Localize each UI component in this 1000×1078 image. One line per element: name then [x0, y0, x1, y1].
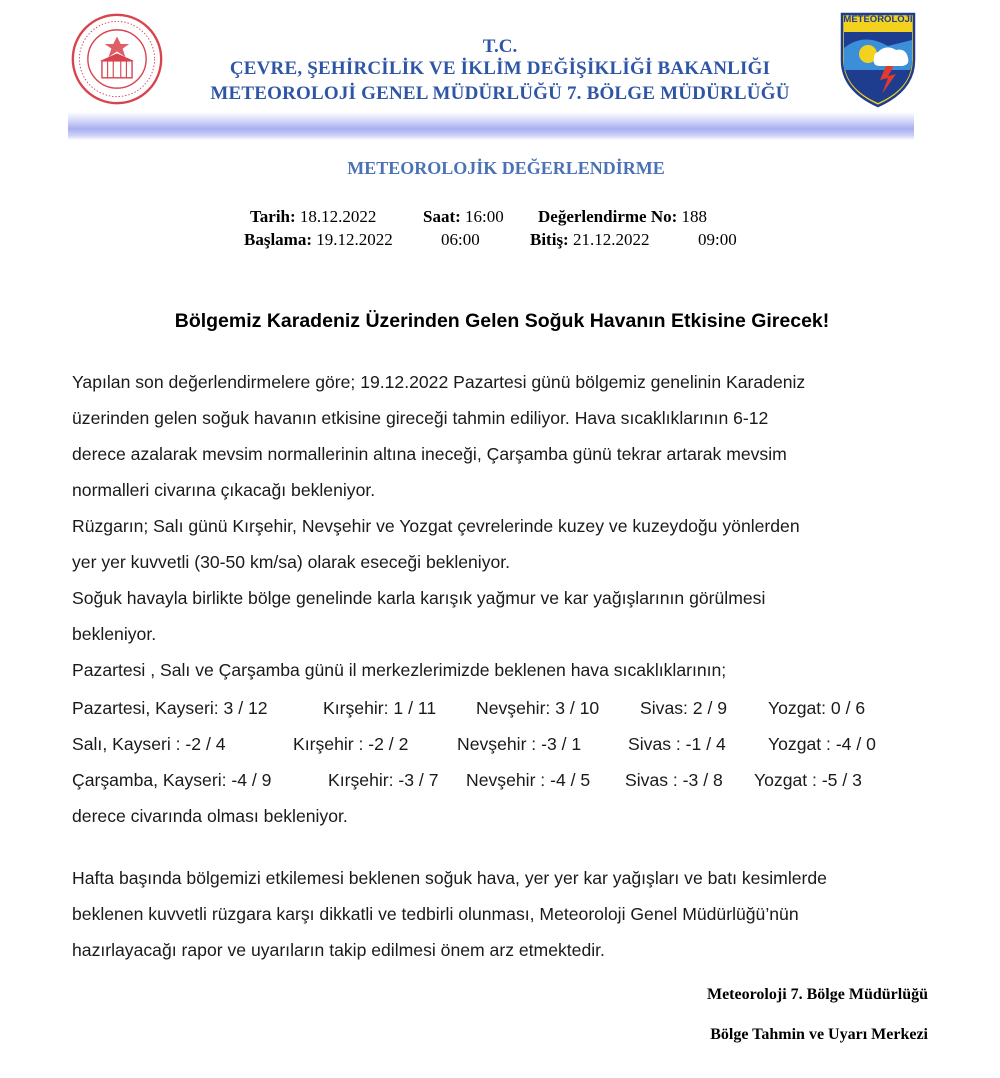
temp-tuesday-sivas: Sivas : -1 / 4	[628, 734, 726, 754]
temp-wednesday-nevsehir: Nevşehir : -4 / 5	[466, 770, 591, 790]
paragraph-line: Rüzgarın; Salı günü Kırşehir, Nevşehir ve Yozgat çevrelerinde kuzey ve kuzeydoğu yönlerden	[72, 516, 800, 536]
header-divider-band	[68, 112, 914, 140]
header-tc: T.C.	[482, 36, 518, 57]
temperatures-intro: Pazartesi , Salı ve Çarşamba günü il merkezlerimizde beklenen hava sıcaklıklarının;	[72, 660, 727, 680]
closing-line: hazırlayacağı rapor ve uyarıların takip edilmesi önem arz etmektedir.	[72, 940, 605, 960]
meta-time-value: 16:00	[465, 207, 504, 226]
paragraph-line: yer yer kuvvetli (30-50 km/sa) olarak eseceği bekleniyor.	[72, 552, 511, 572]
temperatures-outro: derece civarında olması bekleniyor.	[72, 806, 348, 826]
temp-wednesday-sivas: Sivas : -3 / 8	[625, 770, 723, 790]
meta-end	[530, 230, 649, 250]
meta-date-value: 18.12.2022	[299, 207, 377, 226]
meta-date-label: Tarih:	[250, 207, 296, 226]
paragraph-line: üzerinden gelen soğuk havanın etkisine gireceği tahmin ediliyor. Hava sıcaklıklarının 6-12	[72, 408, 769, 428]
meta-start	[244, 230, 393, 250]
meta-start-time: 06:00	[441, 230, 480, 249]
meta-date	[250, 207, 376, 227]
closing-line: Hafta başında bölgemizi etkilemesi beklenen soğuk hava, yer yer kar yağışları ve batı kesimlerde	[72, 868, 827, 888]
temp-wednesday-kirsehir: Kırşehir: -3 / 7	[328, 770, 439, 790]
header-directorate: METEOROLOJİ GENEL MÜDÜRLÜĞÜ 7. BÖLGE MÜDÜRLÜĞÜ	[210, 83, 790, 104]
meta-start-label: Başlama:	[244, 230, 312, 249]
meta-time-label: Saat:	[423, 207, 461, 226]
paragraph-line: Soğuk havayla birlikte bölge genelinde karla karışık yağmur ve kar yağışlarının görülmesi	[72, 588, 766, 608]
signature-line-1: Meteoroloji 7. Bölge Müdürlüğü	[706, 986, 928, 1003]
main-title: Bölgemiz Karadeniz Üzerinden Gelen Soğuk Havanın Etkisine Girecek!	[174, 310, 830, 332]
closing-line: beklenen kuvvetli rüzgara karşı dikkatli ve tedbirli olunması, Meteoroloji Genel Müdürlüğü’nün	[72, 904, 799, 924]
paragraph-line: bekleniyor.	[72, 624, 157, 644]
paragraph-line: derece azalarak mevsim normallerinin altına ineceği, Çarşamba günü tekrar artarak mevsim	[72, 444, 787, 464]
temp-tuesday-kirsehir: Kırşehir : -2 / 2	[293, 734, 409, 754]
temp-wednesday-kayseri: Çarşamba, Kayseri: -4 / 9	[72, 770, 272, 790]
meta-end-time: 09:00	[698, 230, 737, 249]
meta-number-label: Değerlendirme No:	[538, 207, 678, 226]
paragraph-line: normalleri civarına çıkacağı bekleniyor.	[72, 480, 376, 500]
meta-time	[423, 207, 504, 227]
temp-monday-sivas: Sivas: 2 / 9	[640, 698, 728, 718]
temp-tuesday-kayseri: Salı, Kayseri : -2 / 4	[72, 734, 226, 754]
temp-tuesday-yozgat: Yozgat : -4 / 0	[768, 734, 876, 754]
meta-number	[538, 207, 707, 227]
paragraph-line: Yapılan son değerlendirmelere göre; 19.12.2022 Pazartesi günü bölgemiz genelinin Karadeniz	[72, 372, 806, 392]
meta-number-value: 188	[681, 207, 708, 226]
evaluation-title: METEOROLOJİK DEĞERLENDİRME	[347, 158, 665, 178]
meta-end-date: 21.12.2022	[572, 230, 650, 249]
meta-start-date: 19.12.2022	[316, 230, 393, 249]
meta-end-label: Bitiş:	[530, 230, 569, 249]
temp-monday-kayseri: Pazartesi, Kayseri: 3 / 12	[72, 698, 268, 718]
header-ministry: ÇEVRE, ŞEHİRCİLİK VE İKLİM DEĞİŞİKLİĞİ BAKANLIĞI	[229, 58, 771, 79]
temp-monday-yozgat: Yozgat: 0 / 6	[768, 698, 866, 718]
signature-line-2: Bölge Tahmin ve Uyarı Merkezi	[710, 1026, 928, 1043]
temp-wednesday-yozgat: Yozgat : -5 / 3	[754, 770, 862, 790]
logo-text: METEOROLOJİ	[843, 14, 913, 25]
temp-monday-nevsehir: Nevşehir: 3 / 10	[476, 698, 600, 718]
temp-tuesday-nevsehir: Nevşehir : -3 / 1	[457, 734, 582, 754]
temp-monday-kirsehir: Kırşehir: 1 / 11	[323, 698, 437, 718]
